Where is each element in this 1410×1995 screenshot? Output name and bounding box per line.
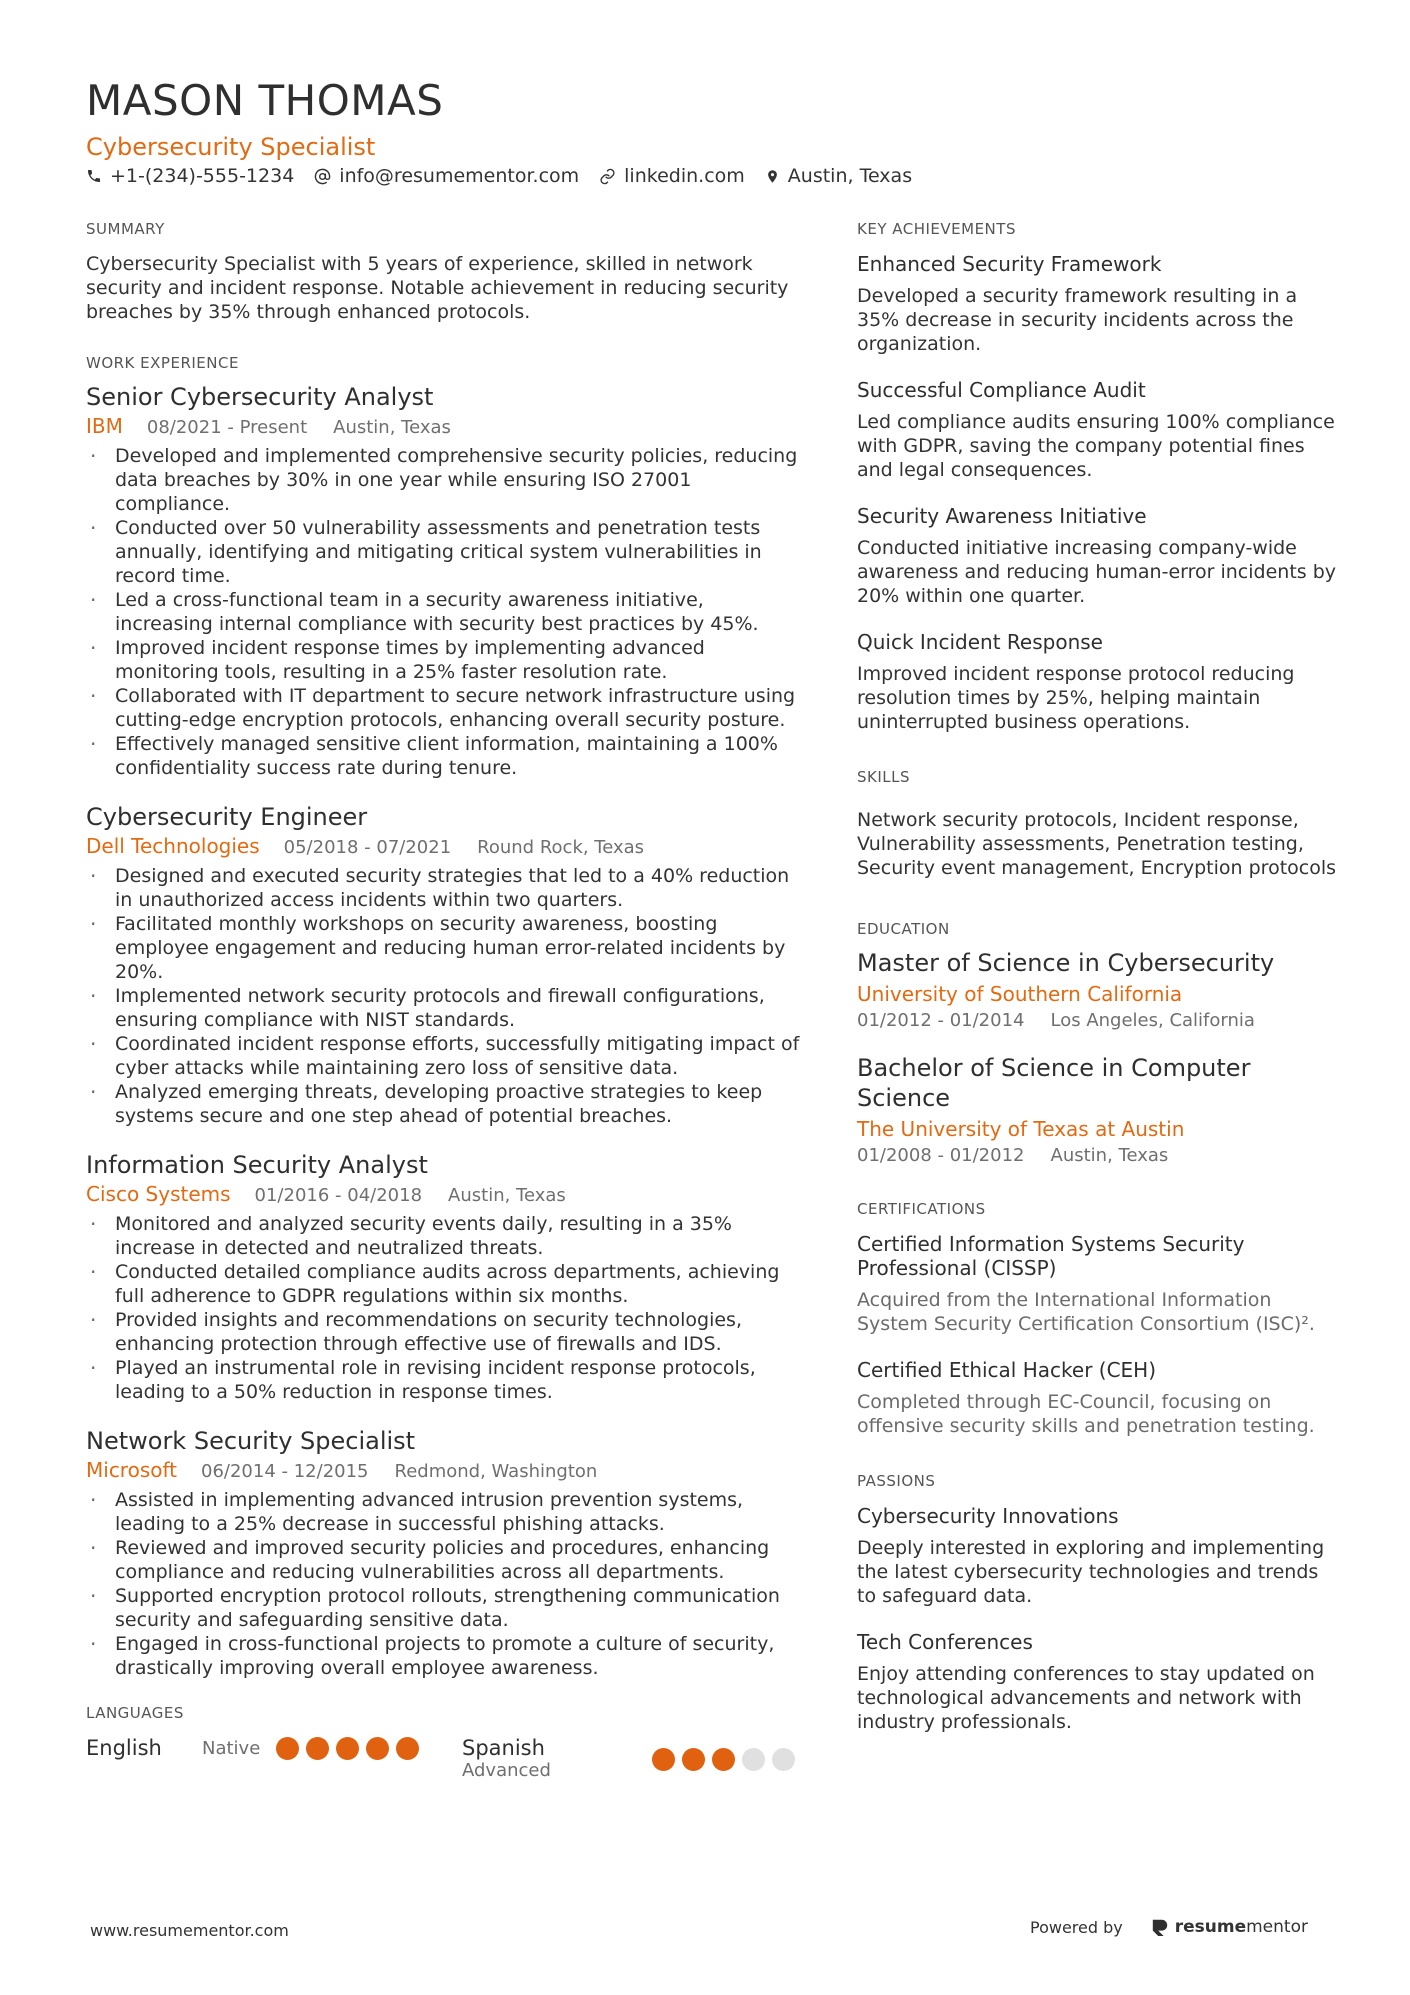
job-bullet: · Designed and executed security strategies that led to a 40% reduction in unauthorized access incidents within two quarters. xyxy=(86,864,806,912)
certifications-section xyxy=(857,1200,1337,1438)
experience-heading: WORK EXPERIENCE xyxy=(86,354,239,372)
language-level: Advanced xyxy=(462,1760,551,1781)
passions-heading: PASSIONS xyxy=(857,1472,936,1490)
rating-dot-filled xyxy=(712,1748,735,1771)
job-title: Senior Cybersecurity Analyst xyxy=(86,383,434,411)
job-bullet: · Played an instrumental role in revising incident response protocols, leading to a 50% reduction in response times. xyxy=(86,1356,806,1404)
summary-text: Cybersecurity Specialist with 5 years of experience, skilled in network security and incident response. Notable achievement in reducing security breaches by 35% through enhanced protocols. xyxy=(86,253,789,323)
job-meta xyxy=(86,414,806,438)
language-level: Native xyxy=(202,1737,261,1759)
education-heading: EDUCATION xyxy=(857,920,950,938)
achievement-item xyxy=(857,630,1337,734)
job-entry xyxy=(86,1426,806,1680)
achievement-item xyxy=(857,252,1337,356)
job-meta xyxy=(86,1458,806,1482)
education-item xyxy=(857,948,1337,1031)
experience-section xyxy=(86,354,806,1680)
education-school: The University of Texas at Austin xyxy=(857,1117,1185,1141)
job-bullets xyxy=(86,1488,806,1680)
job-bullet: · Led a cross-functional team in a security awareness initiative, increasing internal compliance with security best practices by 45%. xyxy=(86,588,806,636)
certifications-heading: CERTIFICATIONS xyxy=(857,1200,986,1218)
languages-heading: LANGUAGES xyxy=(86,1704,184,1722)
job-dates: 06/2014 - 12/2015 xyxy=(201,1461,369,1482)
certification-text: Completed through EC-Council, focusing on offensive security skills and penetration testing. xyxy=(857,1391,1315,1437)
brand-light: mentor xyxy=(1246,1917,1308,1937)
contact-linkedin[interactable] xyxy=(599,165,745,187)
rating-dot-empty xyxy=(772,1748,795,1771)
location-pin-icon xyxy=(765,168,780,185)
contact-bar xyxy=(86,165,932,187)
job-bullet: · Coordinated incident response efforts, successfully mitigating impact of cyber attacks while maintaining zero loss of sensitive data. xyxy=(86,1032,806,1080)
achievements-heading: KEY ACHIEVEMENTS xyxy=(857,220,1016,238)
job-dates: 08/2021 - Present xyxy=(146,417,308,438)
job-dates: 05/2018 - 07/2021 xyxy=(283,837,452,858)
location-text: Austin, Texas xyxy=(787,165,913,187)
rating-dot-filled xyxy=(652,1748,675,1771)
job-location: Austin, Texas xyxy=(448,1185,566,1206)
job-title: Network Security Specialist xyxy=(86,1427,416,1455)
rating-dot-filled xyxy=(306,1737,329,1760)
education-location: Austin, Texas xyxy=(1050,1145,1169,1166)
certification-item xyxy=(857,1358,1337,1438)
left-column xyxy=(86,220,806,1811)
rating-dot-filled xyxy=(366,1737,389,1760)
achievement-text: Improved incident response protocol reducing resolution times by 25%, helping maintain uninterrupted business operations. xyxy=(857,663,1295,733)
achievement-item xyxy=(857,378,1337,482)
job-bullets xyxy=(86,864,806,1128)
job-bullets xyxy=(86,444,806,780)
education-section xyxy=(857,920,1337,1166)
job-bullet: · Implemented network security protocols and firewall configurations, ensuring compliance with NIST standards. xyxy=(86,984,806,1032)
candidate-name: MASON THOMAS xyxy=(86,76,444,125)
education-meta xyxy=(857,1145,1337,1166)
job-bullet: · Supported encryption protocol rollouts, strengthening communication security and safeguarding sensitive data. xyxy=(86,1584,806,1632)
passions-section xyxy=(857,1472,1337,1734)
job-entry xyxy=(86,382,806,780)
job-company: Microsoft xyxy=(86,1458,178,1482)
passion-text: Enjoy attending conferences to stay updated on technological advancements and network with industry professionals. xyxy=(857,1663,1315,1733)
certification-title: Certified Information Systems Security Professional (CISSP) xyxy=(857,1232,1245,1280)
education-location: Los Angeles, California xyxy=(1050,1010,1255,1031)
skills-section xyxy=(857,768,1337,880)
education-degree: Master of Science in Cybersecurity xyxy=(857,949,1275,977)
phone-text: +1-(234)-555-1234 xyxy=(110,165,295,187)
skills-text: Network security protocols, Incident response, Vulnerability assessments, Penetration testing, Security event management, Encryption protocols xyxy=(857,809,1337,879)
job-bullet: · Engaged in cross-functional projects to promote a culture of security, drastically improving overall employee awareness. xyxy=(86,1632,806,1680)
education-degree: Bachelor of Science in Computer Science xyxy=(857,1054,1251,1112)
rating-dot-filled xyxy=(682,1748,705,1771)
job-location: Austin, Texas xyxy=(333,417,451,438)
language-name: English xyxy=(86,1736,162,1760)
passion-title: Cybersecurity Innovations xyxy=(857,1504,1119,1528)
job-company: IBM xyxy=(86,414,123,438)
job-title: Cybersecurity Engineer xyxy=(86,803,368,831)
languages-row xyxy=(86,1736,806,1781)
job-bullet: · Facilitated monthly workshops on security awareness, boosting employee engagement and reducing human error-related incidents by 20%. xyxy=(86,912,806,984)
job-entry xyxy=(86,1150,806,1404)
job-bullet: · Improved incident response times by implementing advanced monitoring tools, resulting in a 25% faster resolution rate. xyxy=(86,636,806,684)
powered-by-text: Powered by xyxy=(1030,1917,1123,1937)
education-school: University of Southern California xyxy=(857,982,1183,1006)
language-rating xyxy=(276,1737,426,1760)
languages-section xyxy=(86,1704,806,1781)
rating-dot-empty xyxy=(742,1748,765,1771)
language-text-group xyxy=(462,1736,652,1781)
achievement-text: Conducted initiative increasing company-wide awareness and reducing human-error incidents by 20% within one quarter. xyxy=(857,537,1337,607)
email-text: info@resumementor.com xyxy=(339,165,580,187)
achievement-text: Led compliance audits ensuring 100% compliance with GDPR, saving the company potential fines and legal consequences. xyxy=(857,411,1335,481)
passion-item xyxy=(857,1504,1337,1608)
language-rating xyxy=(652,1748,802,1771)
job-bullet: · Reviewed and improved security policies and procedures, enhancing compliance and reducing vulnerabilities across all departments. xyxy=(86,1536,806,1584)
contact-location xyxy=(765,165,912,187)
summary-heading: SUMMARY xyxy=(86,220,165,238)
achievement-item xyxy=(857,504,1337,608)
job-bullet: · Developed and implemented comprehensive security policies, reducing data breaches by 30% in one year while ensuring ISO 27001 compliance. xyxy=(86,444,806,516)
job-bullets xyxy=(86,1212,806,1404)
achievements-section xyxy=(857,220,1337,734)
achievement-text: Developed a security framework resulting in a 35% decrease in security incidents across the organization. xyxy=(857,285,1298,355)
job-bullet: · Collaborated with IT department to secure network infrastructure using cutting-edge encryption protocols, enhancing overall security posture. xyxy=(86,684,806,732)
rating-dot-filled xyxy=(396,1737,419,1760)
at-icon xyxy=(314,168,331,185)
job-bullet: · Provided insights and recommendations on security technologies, enhancing protection through effective use of firewalls and IDS. xyxy=(86,1308,806,1356)
rating-dot-filled xyxy=(336,1737,359,1760)
job-title: Information Security Analyst xyxy=(86,1151,428,1179)
job-bullet: · Analyzed emerging threats, developing proactive strategies to keep systems secure and one step ahead of potential breaches. xyxy=(86,1080,806,1128)
passion-title: Tech Conferences xyxy=(857,1630,1033,1654)
contact-phone xyxy=(86,165,294,187)
achievement-title: Security Awareness Initiative xyxy=(857,504,1147,528)
job-bullet: · Effectively managed sensitive client information, maintaining a 100% confidentiality success rate during tenure. xyxy=(86,732,806,780)
certification-text: Acquired from the International Information System Security Certification Consortium (ISC)². xyxy=(857,1289,1315,1335)
right-column xyxy=(857,220,1337,1764)
rating-dot-filled xyxy=(276,1737,299,1760)
language-name: Spanish xyxy=(462,1736,545,1760)
skills-heading: SKILLS xyxy=(857,768,911,786)
job-company: Cisco Systems xyxy=(86,1182,231,1206)
job-dates: 01/2016 - 04/2018 xyxy=(254,1185,423,1206)
contact-email[interactable] xyxy=(314,165,579,187)
job-location: Round Rock, Texas xyxy=(477,837,645,858)
education-dates: 01/2012 - 01/2014 xyxy=(857,1010,1025,1031)
brand-logo[interactable] xyxy=(1151,1917,1308,1937)
linkedin-text: linkedin.com xyxy=(624,165,745,187)
brand-bold: resume xyxy=(1174,1917,1247,1937)
footer-branding xyxy=(1030,1917,1308,1937)
summary-section xyxy=(86,220,806,324)
language-english xyxy=(86,1736,462,1760)
achievement-title: Enhanced Security Framework xyxy=(857,252,1162,276)
passion-text: Deeply interested in exploring and implementing the latest cybersecurity technologies and trends to safeguard data. xyxy=(857,1537,1325,1607)
phone-icon xyxy=(86,168,102,184)
job-entry xyxy=(86,802,806,1128)
job-meta xyxy=(86,1182,806,1206)
job-meta xyxy=(86,834,806,858)
job-bullet: · Conducted detailed compliance audits across departments, achieving full adherence to GDPR regulations within six months. xyxy=(86,1260,806,1308)
footer-website[interactable]: www.resumementor.com xyxy=(90,1921,289,1940)
passion-item xyxy=(857,1630,1337,1734)
resumementor-logo-icon xyxy=(1151,1918,1169,1936)
job-bullet: · Assisted in implementing advanced intrusion prevention systems, leading to a 25% decrease in successful phishing attacks. xyxy=(86,1488,806,1536)
education-item xyxy=(857,1053,1337,1166)
job-company: Dell Technologies xyxy=(86,834,260,858)
candidate-title: Cybersecurity Specialist xyxy=(86,133,376,161)
certification-title: Certified Ethical Hacker (CEH) xyxy=(857,1358,1157,1382)
education-meta xyxy=(857,1010,1337,1031)
certification-item xyxy=(857,1232,1337,1336)
job-bullet: · Conducted over 50 vulnerability assessments and penetration tests annually, identifying and mitigating critical system vulnerabilities in record time. xyxy=(86,516,806,588)
achievement-title: Successful Compliance Audit xyxy=(857,378,1146,402)
language-spanish xyxy=(462,1736,802,1781)
education-dates: 01/2008 - 01/2012 xyxy=(857,1145,1025,1166)
link-icon xyxy=(599,168,616,185)
job-bullet: · Monitored and analyzed security events daily, resulting in a 35% increase in detected and neutralized threats. xyxy=(86,1212,806,1260)
achievement-title: Quick Incident Response xyxy=(857,630,1103,654)
job-location: Redmond, Washington xyxy=(394,1461,598,1482)
